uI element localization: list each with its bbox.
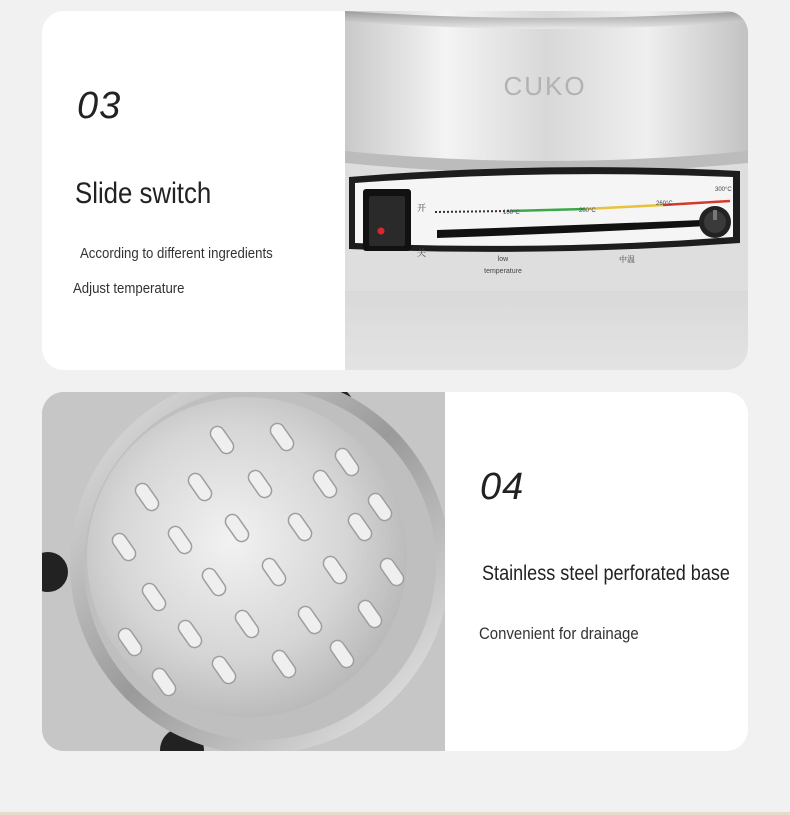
brand-logo: CUKO <box>503 71 587 101</box>
product-photo-perforated-base <box>42 392 445 751</box>
temp-mark-300: 300°C <box>715 187 732 193</box>
product-photo-control-panel <box>345 11 748 370</box>
feature-title: Slide switch <box>75 177 212 210</box>
switch-on-label: 开 <box>417 203 427 213</box>
control-panel-illustration <box>345 11 748 370</box>
feature-card-perforated-base <box>42 392 748 751</box>
feature-number: 04 <box>480 466 525 508</box>
temp-mark-260: 260°C <box>656 201 673 207</box>
feature-description-line: Adjust temperature <box>73 280 185 297</box>
feature-description-line: According to different ingredients <box>80 245 273 262</box>
feature-text-panel <box>42 11 345 370</box>
feature-title: Stainless steel perforated base <box>482 562 730 585</box>
low-temp-label-2: temperature <box>484 268 522 275</box>
temp-mark-100: 100°C <box>503 210 520 216</box>
low-temp-label: low <box>497 256 509 263</box>
power-switch-icon <box>363 189 411 251</box>
switch-off-label: 关 <box>417 248 427 258</box>
feature-text-panel <box>445 392 748 751</box>
perforated-base-illustration <box>42 392 445 751</box>
temp-mark-200: 200°C <box>579 208 596 214</box>
feature-description-line: Convenient for drainage <box>479 624 639 643</box>
temperature-knob-icon[interactable] <box>699 206 731 238</box>
feature-card-slide-switch <box>42 11 748 370</box>
mid-temp-label: 中温 <box>619 255 635 264</box>
feature-number: 03 <box>77 85 122 127</box>
